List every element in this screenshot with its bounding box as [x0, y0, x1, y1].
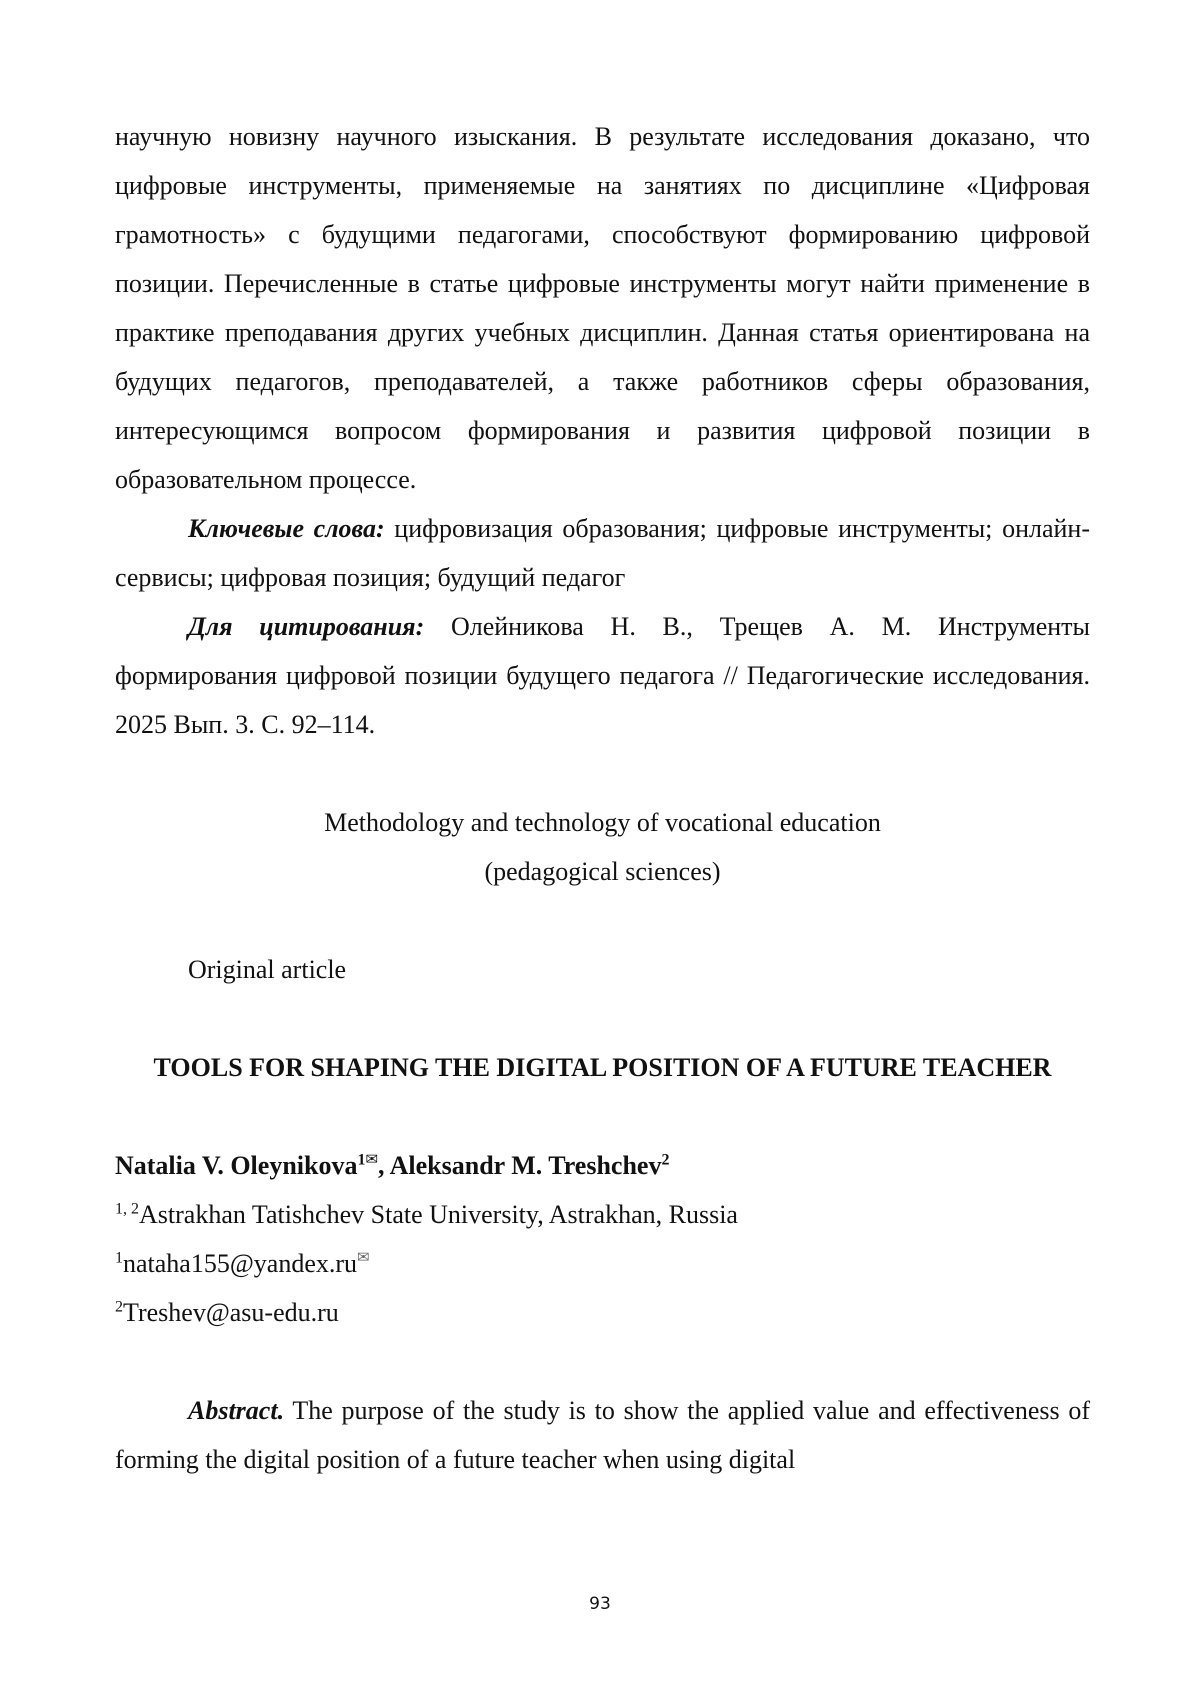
author-2-sup: 2	[661, 1151, 670, 1169]
affiliation-line	[115, 1190, 1090, 1239]
abstract-label: Abstract.	[188, 1396, 285, 1425]
citation-text: Олейникова Н. В., Трещев А. М. Инструменты формирования цифровой позиции будущего педагога // Педагогические исследования. 2025 Вып. 3. С. 92–114.	[115, 612, 1090, 739]
russian-abstract-continuation: научную новизну научного изыскания. В результате исследования доказано, что цифровые инструменты, применяемые на занятиях по дисциплине «Цифровая грамотность» с будущими педагогами, способствуют формированию цифровой позиции. Перечисленные в статье цифровые инструменты могут найти применение в практике преподавания других учебных дисциплин. Данная статья ориентирована на будущих педагогов, преподавателей, а также работников сферы образования, интересующимся вопросом формирования и развития цифровой позиции в образовательном процессе.	[115, 122, 1090, 494]
author-1-sup: 1	[357, 1151, 366, 1169]
page-body	[115, 112, 1090, 1484]
authors-line: Natalia V. Oleynikova$^1$✉, Aleksandr M. Treshchev$^2$	[115, 1150, 670, 1180]
email-2-address[interactable]: Treshev@asu-edu.ru	[123, 1298, 339, 1327]
spacer	[115, 1092, 1090, 1141]
email-line-1: $^1$nataha155@yandex.ru✉	[115, 1248, 370, 1278]
keywords-text: цифровизация образования; цифровые инструменты; онлайн-сервисы; цифровая позиция; будущий педагог	[115, 514, 1090, 592]
email-2-sup: 2	[115, 1298, 123, 1316]
article-title: TOOLS FOR SHAPING THE DIGITAL POSITION OF A FUTURE TEACHER	[153, 1053, 1052, 1082]
email-line-2	[115, 1288, 1090, 1337]
article-type: Original article	[188, 955, 347, 984]
author-separator: ,	[378, 1151, 390, 1180]
email-1-sup: 1	[115, 1249, 123, 1267]
affiliation-text: Astrakhan Tatishchev State University, Astrakhan, Russia	[139, 1200, 738, 1229]
author-2-name: Aleksandr M. Treshchev	[389, 1151, 662, 1180]
section-heading-line1: Methodology and technology of vocational education	[324, 808, 881, 837]
abstract-text: The purpose of the study is to show the applied value and effectiveness of forming the digital position of a future teacher when using digital	[115, 1396, 1090, 1474]
spacer	[115, 994, 1090, 1043]
citation-label: Для цитирования:	[188, 612, 425, 641]
page-number: 93	[589, 1594, 611, 1614]
spacer	[115, 749, 1090, 798]
spacer	[115, 896, 1090, 945]
section-heading-line2: (pedagogical sciences)	[484, 857, 721, 886]
email-1-address[interactable]: nataha155@yandex.ru	[123, 1249, 358, 1278]
abstract-paragraph	[115, 1386, 1090, 1484]
keywords-label: Ключевые слова:	[188, 514, 385, 543]
affiliation-sup: 1, 2	[115, 1200, 139, 1218]
keywords-paragraph	[115, 504, 1090, 602]
citation-paragraph	[115, 602, 1090, 749]
spacer	[115, 1337, 1090, 1386]
author-1-name: Natalia V. Oleynikova	[115, 1151, 358, 1180]
